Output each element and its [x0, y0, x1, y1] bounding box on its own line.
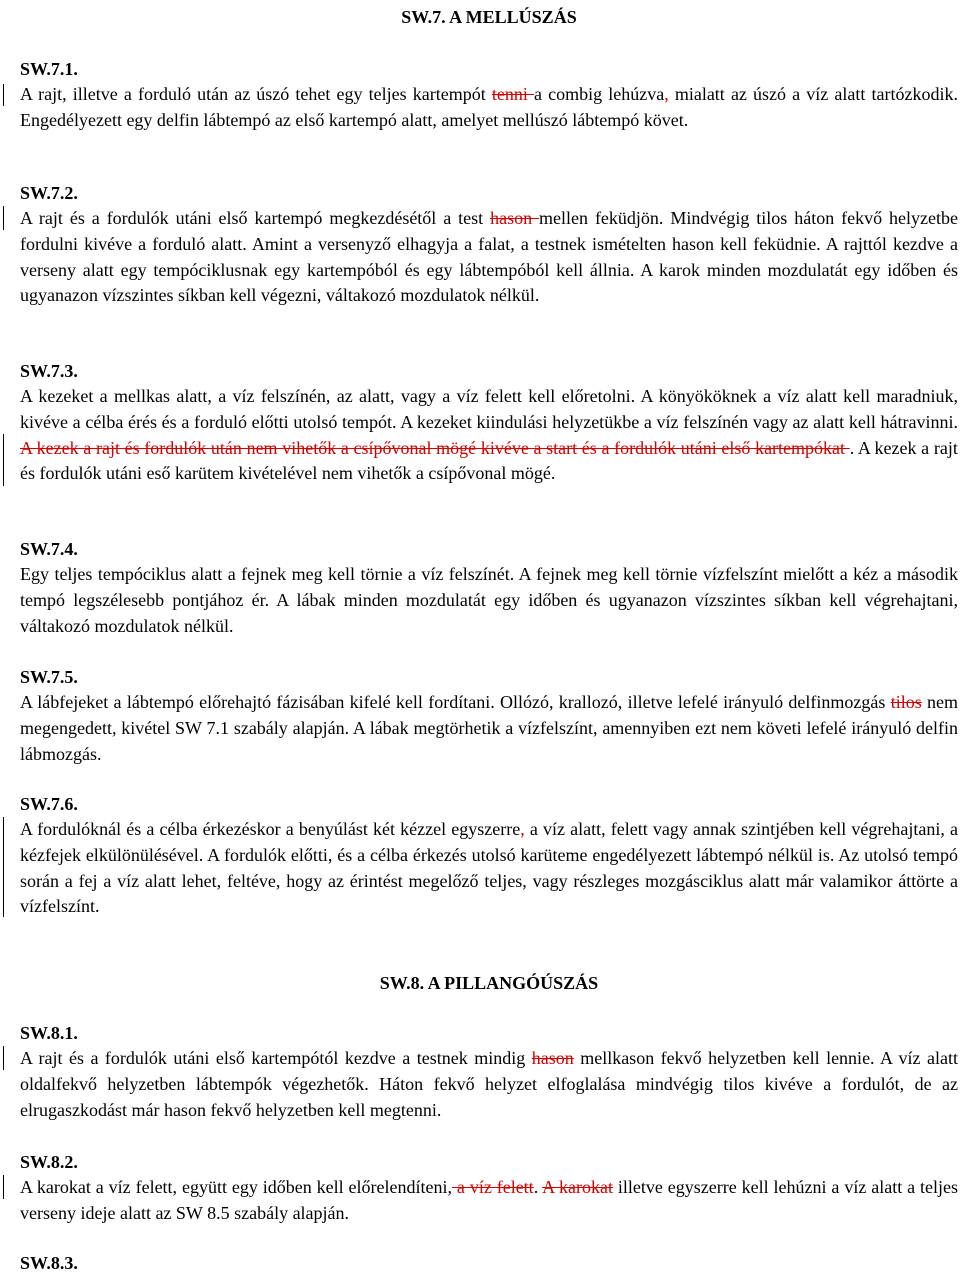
section-text: [20, 206, 958, 309]
section-heading: SW.8.1.: [20, 1023, 78, 1043]
change-bar: [3, 206, 4, 230]
text-run: A kezeket a mellkas alatt, a víz felszínén, az alatt, vagy a víz felett kell előretolni. A könyököknek a víz alatt kell maradniuk, kivéve a célba érés és a forduló előtti utolsó tempót. A kezeket kiindulási helyzetükbe a víz felszínén vagy az alatt kell hátravinni.: [20, 386, 958, 432]
text-run: A fordulóknál és a célba érkezéskor a benyúlást két kézzel egyszerre: [20, 819, 521, 839]
inserted-text: ,: [664, 84, 669, 104]
text-run: nem megengedett, kivétel SW 7.1 szabály alapján. A lábak megtörhetik a vízfelszínt, amennyiben ezt nem követi lefelé irányuló delfin lábmozgás.: [20, 692, 958, 764]
text-run: .: [533, 1177, 543, 1197]
inserted-text: ,: [520, 819, 525, 839]
section-heading: SW.7.3.: [20, 361, 78, 381]
section-text: [20, 690, 958, 767]
section-heading: SW.7.2.: [20, 183, 78, 203]
change-bar: [3, 1175, 4, 1199]
section-sw-8-2: [20, 1149, 958, 1227]
text-run: A rajt, illetve a forduló után az úszó tehet egy teljes kartempót: [20, 84, 492, 104]
chapter-title-sw8: SW.8. A PILLANGÓÚSZÁS: [379, 973, 599, 993]
text-run: A rajt és a fordulók utáni első kartempó megkezdésétől a test: [20, 208, 491, 228]
section-text: [20, 384, 958, 487]
chapter-title-sw7: SW.7. A MELLÚSZÁS: [401, 7, 577, 27]
deleted-text: hason: [490, 208, 540, 228]
text-run: A lábfejeket a lábtempó előrehajtó fázisában kifelé kell fordítani. Ollózó, krallozó, illetve lefelé irányuló delfinmozgás: [20, 692, 891, 712]
text-run: . A kezek a rajt és fordulók utáni eső karütem kivételével nem vihetők a csípővonal mögé.: [20, 437, 958, 484]
change-bar: [3, 84, 4, 106]
text-run: illetve egyszerre kell lehúzni a víz alatt a teljes verseny ideje alatt az SW 8.5 szabály alapján.: [20, 1177, 958, 1223]
deleted-text: hason: [531, 1048, 574, 1068]
deleted-text: A kezek a rajt és fordulók után nem vihetők a csípővonal mögé kivéve a start és a fordulók utáni első kartempókat: [20, 437, 850, 458]
section-sw-8-3: [20, 1250, 958, 1276]
section-heading: SW.7.4.: [20, 539, 78, 559]
section-text: [20, 1175, 958, 1227]
section-heading: SW.7.6.: [20, 794, 78, 814]
section-sw-7-5: [20, 664, 958, 767]
section-heading: SW.7.1.: [20, 59, 78, 79]
section-heading: SW.7.5.: [20, 667, 78, 687]
change-bar: [3, 817, 4, 917]
text-run: mialatt az úszó a víz alatt tartózkodik. Engedélyezett egy delfin lábtempó az első kartempó alatt, amelyet mellúszó lábtempó követ.: [20, 84, 958, 130]
text-run: a víz alatt, felett vagy annak szintjében kell végrehajtani, a kézfejek elkülönülésével. A fordulók előtti, és a célba érkezés utolsó karüteme engedélyezett lábtempó nélkül is. Az utolsó tempó során a fej a víz alatt lehet, feltéve, hogy az érintést megelőző teljes, vagy részleges mozgásciklus alatt már valamikor áttörte a vízfelszínt.: [20, 819, 958, 917]
deleted-text: A karokat: [542, 1177, 613, 1197]
text-run: mellkason fekvő helyzetben kell lennie. A víz alatt oldalfekvő helyzetben lábtempók végezhetők. Háton fekvő helyzet elfoglalása mindvégig tilos kivéve a fordulót, de az elrugaszkodást már hason fekvő helyzetben kell megtenni.: [20, 1048, 958, 1120]
text-run: mellen feküdjön. Mindvégig tilos háton fekvő helyzetbe fordulni kivéve a forduló alatt. Amint a versenyző elhagyja a falat, a testnek ismételten hason kell feküdnie. A rajttól kezdve a verseny alatt egy tempóciklusnak egy kartempóból és egy lábtempóból kell állnia. A karok minden mozdulatát egy időben és ugyanazon vízszintes síkban kell végezni, váltakozó mozdulatok nélkül.: [20, 208, 959, 306]
section-heading: SW.8.3.: [20, 1253, 78, 1273]
text-run: A karokat a víz felett, együtt egy időben kell előrelendíteni,: [20, 1177, 453, 1197]
change-bar: [3, 1046, 4, 1070]
deleted-text: a víz felett: [452, 1177, 534, 1197]
text-run: A rajt és a fordulók utáni első kartempótól kezdve a testnek mindig: [20, 1048, 532, 1068]
section-sw-8-1: [20, 1020, 958, 1123]
section-sw-7-4: [20, 536, 958, 639]
section-text: [20, 1046, 958, 1123]
section-sw-7-3: [20, 358, 958, 487]
section-sw-7-2: [20, 180, 958, 309]
section-sw-7-1: [20, 56, 958, 134]
section-heading: SW.8.2.: [20, 1152, 78, 1172]
section-sw-7-6: [20, 791, 958, 920]
deleted-text: tenni: [491, 84, 534, 104]
section-text: [20, 82, 958, 134]
section-text: Egy teljes tempóciklus alatt a fejnek meg kell törnie a víz felszínét. A fejnek meg kell törnie vízfelszínt mielőtt a kéz a második tempó legszélesebb pontjához ér. A lábak minden mozdulatát egy időben és ugyanazon vízszintes síkban kell végrehajtani, váltakozó mozdulatok nélkül.: [20, 564, 958, 636]
change-bar: [3, 434, 4, 486]
section-text: [20, 817, 958, 920]
deleted-text: tilos: [890, 692, 922, 712]
text-run: a combig lehúzva: [534, 84, 665, 104]
